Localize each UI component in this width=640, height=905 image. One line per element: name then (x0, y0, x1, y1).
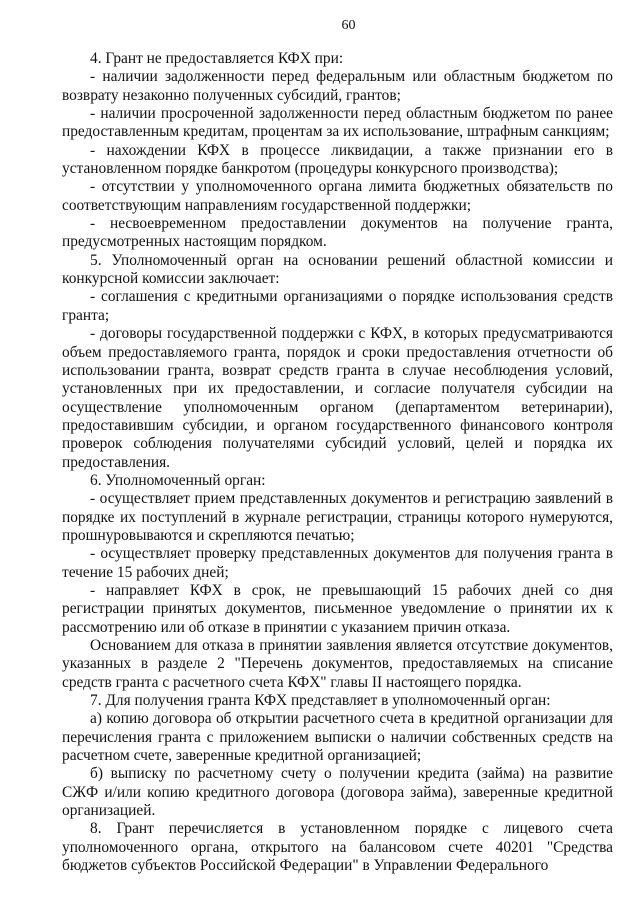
list-item-agreements: - соглашения с кредитными организациями о порядке использования средств гранта; (62, 288, 613, 324)
list-item-notification: - направляет КФХ в срок, не превышающий 15 рабочих дней со дня регистрации принятых документов, письменное уведомление о принятии их к рассмотрению или об отказе в принятии с указанием причин отказа. (62, 581, 613, 636)
paragraph-refusal-grounds: Основанием для отказа в принятии заявления является отсутствие документов, указанных в разделе 2 "Перечень документов, предоставляемых на списание средств гранта с расчетного счета КФХ" главы II настоящего порядка. (62, 637, 613, 691)
paragraph-7-heading: 7. Для получения гранта КФХ представляет в уполномоченный орган: (90, 692, 551, 710)
paragraph-8: 8. Грант перечисляется в установленном порядке с лицевого счета уполномоченного органа, открытого на балансовом счете 40201 "Средства бюджетов субъектов Российской Федерации" в Управлении Федерального (62, 820, 613, 875)
list-item-debt-federal: - наличии задолженности перед федеральным или областным бюджетом по возврату незаконно полученных субсидий, грантов; (62, 68, 613, 104)
paragraph-5-heading: 5. Уполномоченный орган на основании решений областной комиссии и конкурсной комиссии заключает: (62, 251, 613, 288)
list-item-liquidation: - нахождении КФХ в процессе ликвидации, а также признании его в установленном порядке банкротом (процедуры конкурсного производства); (62, 141, 613, 178)
paragraph-4-heading: 4. Грант не предоставляется КФХ при: (90, 50, 344, 67)
list-item-overdue-debt: - наличии просроченной задолженности перед областным бюджетом по ранее предоставленным кредитам, процентам за их использование, штрафным санкциям; (62, 105, 613, 141)
list-item-no-limit: - отсутствии у уполномоченного органа лимита бюджетных обязательств по соответствующим направлениям государственной поддержки; (62, 178, 613, 214)
document-body (62, 50, 613, 875)
list-item-contracts: - договоры государственной поддержки с КФХ, в которых предусматриваются объем предоставляемого гранта, порядок и сроки предоставления отчетности об использовании гранта, возврат средств гранта в случае несоблюдения условий, установленных при их предоставлении, и согласие получателя субсидии на осуществление уполномоченным органом (департаментом ветеринарии), предоставившим субсидии, и органом государственного финансового контроля проверок соблюдения получателями субсидий условий, целей и порядка их предоставления. (62, 325, 613, 471)
list-item-reception: - осуществляет прием представленных документов и регистрацию заявлений в порядке их поступлений в журнале регистрации, страницы которого нумеруются, прошнуровываются и скрепляются печатью; (62, 490, 613, 544)
page-number: 60 (341, 18, 356, 33)
paragraph-6-heading: 6. Уполномоченный орган: (90, 471, 266, 489)
list-item-b: б) выписку по расчетному счету о получении кредита (займа) на развитие СЖФ и/или копию кредитного договора (договора займа), заверенные кредитной организацией. (62, 765, 613, 820)
list-item-verification: - осуществляет проверку представленных документов для получения гранта в течение 15 рабочих дней; (62, 545, 613, 581)
list-item-a: а) копию договора об открытии расчетного счета в кредитной организации для перечисления гранта с приложением выписки о наличии собственных средств на расчетном счете, заверенные кредитной организацией; (62, 710, 613, 765)
list-item-late-documents: - несвоевременном предоставлении документов на получение гранта, предусмотренных настоящим порядком. (62, 215, 613, 251)
